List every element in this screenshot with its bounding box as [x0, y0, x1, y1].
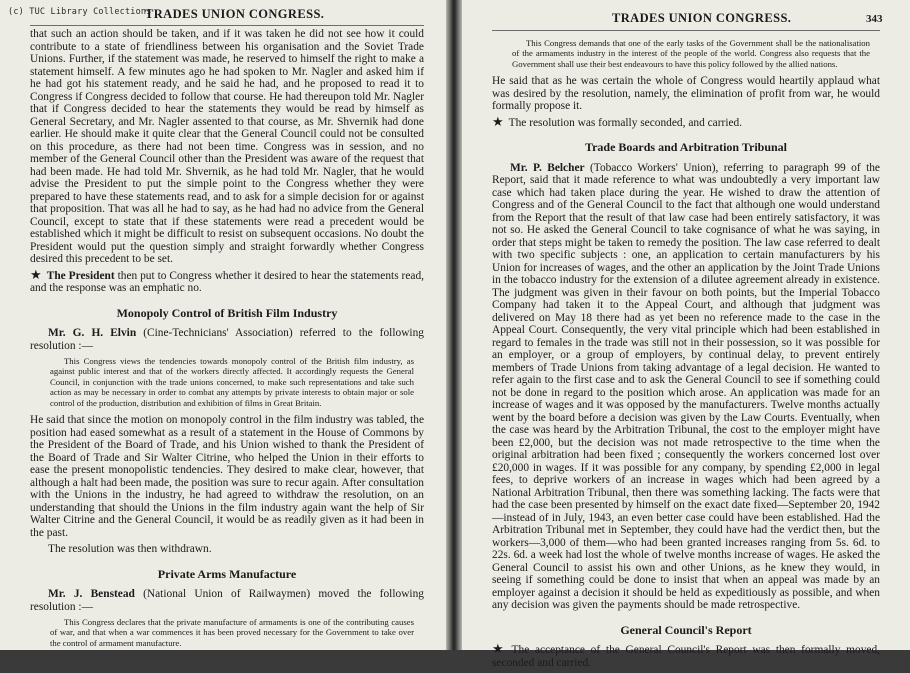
section-heading: Trade Boards and Arbitration Tribunal	[584, 140, 788, 155]
speaker-paragraph	[30, 588, 424, 613]
paragraph-text: The acceptance of the General Council's Report was then formally moved, seconded and carried.	[492, 644, 880, 669]
paragraph-text: (Cine-Technicians' Association) referred to the following resolution :—	[30, 327, 424, 352]
carried-paragraph	[492, 114, 880, 130]
left-running-head: TRADES UNION CONGRESS.	[145, 7, 325, 21]
resolution-text: This Congress declares that the private manufacture of armaments is one of the contributing causes of war, and that when a war commences it has been proved necessary for the Government to take over the control of armament manufacture.	[50, 617, 414, 648]
header-rule	[30, 25, 424, 26]
body-paragraph: He said that as he was certain the whole of Congress would heartily applaud what was desired by the resolution, namely, the elimination of profit from war, he would formally propose it.	[492, 75, 880, 113]
section-heading: General Council's Report	[620, 622, 752, 637]
star-icon: ★	[492, 114, 504, 130]
speaker-paragraph	[492, 162, 880, 612]
body-paragraph: that such an action should be taken, and if it was taken he did not see how it could contribute to a state of friendliness between his organisation and the Soviet Trade Unions. Further, if the statement was made, he reserved to himself the right to make a statement himself. A few minutes ago he had spoken to Mr. Nagler and asked him if he had got his statement ready, and he said he had, and he proposed to read it to Congress if Congress decided to follow that course. He had thereupon told Mr. Nagler that if Congress decided to hear the statements they would be read by himself as General Secretary, and Mr. Nagler assented to that course, as Mr. Shvernik had done earlier. He should make it quite clear that the General Council could not be consulted on this procedure, as there had not been time. Congress was in session, and no member of the General Council other than the President was aware of the request that had been made. He had told Mr. Shvernik, as he had told Mr. Nagler, that he would advise the President to put the simple point to the Congress whether they were prepared to have these statements read, and to ask for a simple decision for or against that proposition. That was all he had to say, as he had had no advice from the General Council, except to state that if these statements were read a precedent would be established which it might be difficult to resist on subsequent occasions. No doubt the President would put the question simply and straight forwardly whether Congress desired this precedent to be set.	[30, 28, 424, 265]
right-column	[492, 38, 880, 673]
president-paragraph	[30, 267, 424, 295]
paragraph-text: (National Union of Railwaymen) moved the following resolution :—	[30, 588, 424, 613]
speaker-name: Mr. P. Belcher	[510, 161, 585, 174]
paragraph-text: (Tobacco Workers' Union), referring to paragraph 99 of the Report, said that it made reference to what was undoubtedly a very important law case which had taken place during the year. He wished to draw the attention of Congress and of the General Council to the fact that although one would understand from the Report that the result of that law case had been entirely satisfactory, it was not so. He asked the General Council to take cognisance of what he was saying, in order that steps might be taken to remedy the position. The law case referred to dealt with two specific subjects : one, an application to certain manufacturers by his Union for increases of wages, and the other an application by the Joint Trade Unions in the tobacco industry for the extension of a dilutee agreement already in existence. The judgment was given in their favour on both points, but the Imperial Tobacco Company had taken it to the Appeal Court, and although that judgment was delivered on May 18 there had as yet been no reference made to the case in the Appeal Court. Consequently, the very vital principle which had been established in regard to females in the trade was still not in their possession, so it was possible for an employer, or a group of employers, by continual delay, to prevent entirely members of Trade Unions from taking advantage of a legal decision. He wanted to refer again to the first case and to ask the General Council to see if something could not be done in regard to the position which arose. An application was made for an increase of wages and it was opposed by the manufacturers. Twelve months actually went by the board before a decision was given by the Law Courts. Eventually, when the case was heard by the Arbitration Tribunal, the cost to the employer might have been £2,000, but the decision was not made retrospective to the time when the original arbitration had been fixed ; consequently the workers concerned lost over £20,000 in wages. If it was possible for any company, by spending £2,000 in legal fees, to deprive workers of an increase in wages which had been agreed by a National Arbitration Tribunal, then there was something lacking. The facts were that had the case been presented by himself on the exact date fixed—September 20, 1942—instead of in July, 1943, an even better case could have been established. Had the Arbitration Tribunal met in September, they could have had the verdict then, but the workers—3,000 of them—who had been granted increases ranging from 5s. 6d. to 22s. 6d. a week had lost the whole of twelve months increase of wages. He asked the General Council to assist his own and other Unions, as he knew they would, in seeing if something could be done to insist that when an appeal was made by an employer against a decision it should be held as expeditiously as possible, and when any decision was given the payments should be made retrospective.	[492, 161, 880, 612]
paragraph-text: The resolution was formally seconded, and carried.	[508, 116, 743, 129]
final-paragraph	[492, 644, 880, 669]
header-rule	[492, 30, 880, 31]
withdrawn-note: The resolution was then withdrawn.	[48, 543, 212, 556]
speaker-name: Mr. G. H. Elvin	[48, 327, 137, 339]
left-page	[0, 0, 446, 650]
speaker-name: Mr. J. Benstead	[48, 588, 135, 601]
star-icon: ★	[30, 267, 42, 283]
page-number: 343	[866, 13, 883, 25]
resolution-text: This Congress demands that one of the early tasks of the Government shall be the nationalisation of the armaments industry in the interest of the people of the world. Congress also requests that the Government shall use their best endeavours to have this policy followed by the allied nations.	[512, 38, 870, 69]
section-heading: Private Arms Manufacture	[157, 566, 297, 581]
resolution-text: This Congress views the tendencies towards monopoly control of the British film industry, as against public interest and that of the workers directly affected. It accordingly requests the General Council, in conjunction with the trade unions concerned, to make such representations and take such action as may be necessary in order to combat any attempts by private interests to obtain major or sole control of the production, distribution and exhibition of films in Great Britain.	[50, 356, 414, 408]
section-heading: Monopoly Control of British Film Industry	[116, 305, 338, 320]
left-column	[30, 28, 424, 654]
body-paragraph: He said that since the motion on monopoly control in the film industry was tabled, the position had eased somewhat as a result of a statement in the House of Commons by the President of the Board of Trade, and his Union wished to thank the President of the Board of Trade and Sir Walter Citrine, who helped the Union in their efforts to ease the present monopolistic tendencies. They desired to make clear, however, that although a halt had been made, the position was sure to recur again. After consultation with the Unions in the industry, he had agreed to withdraw the resolution, on an understanding that should the Unions in the film industry again want the help of Sir Walter Citrine and the General Council, it would be as readily given as it had been in the past.	[30, 414, 424, 539]
watermark: (c) TUC Library Collections	[8, 7, 152, 17]
book-gutter	[446, 0, 462, 650]
right-running-head: TRADES UNION CONGRESS.	[612, 11, 792, 25]
paragraph-text: then put to Congress whether it desired to hear the statements read, and the response was an emphatic no.	[30, 269, 424, 294]
speaker-name: The President	[46, 269, 115, 282]
speaker-paragraph	[30, 327, 424, 352]
star-icon: ★	[492, 642, 507, 658]
right-page	[462, 0, 910, 669]
